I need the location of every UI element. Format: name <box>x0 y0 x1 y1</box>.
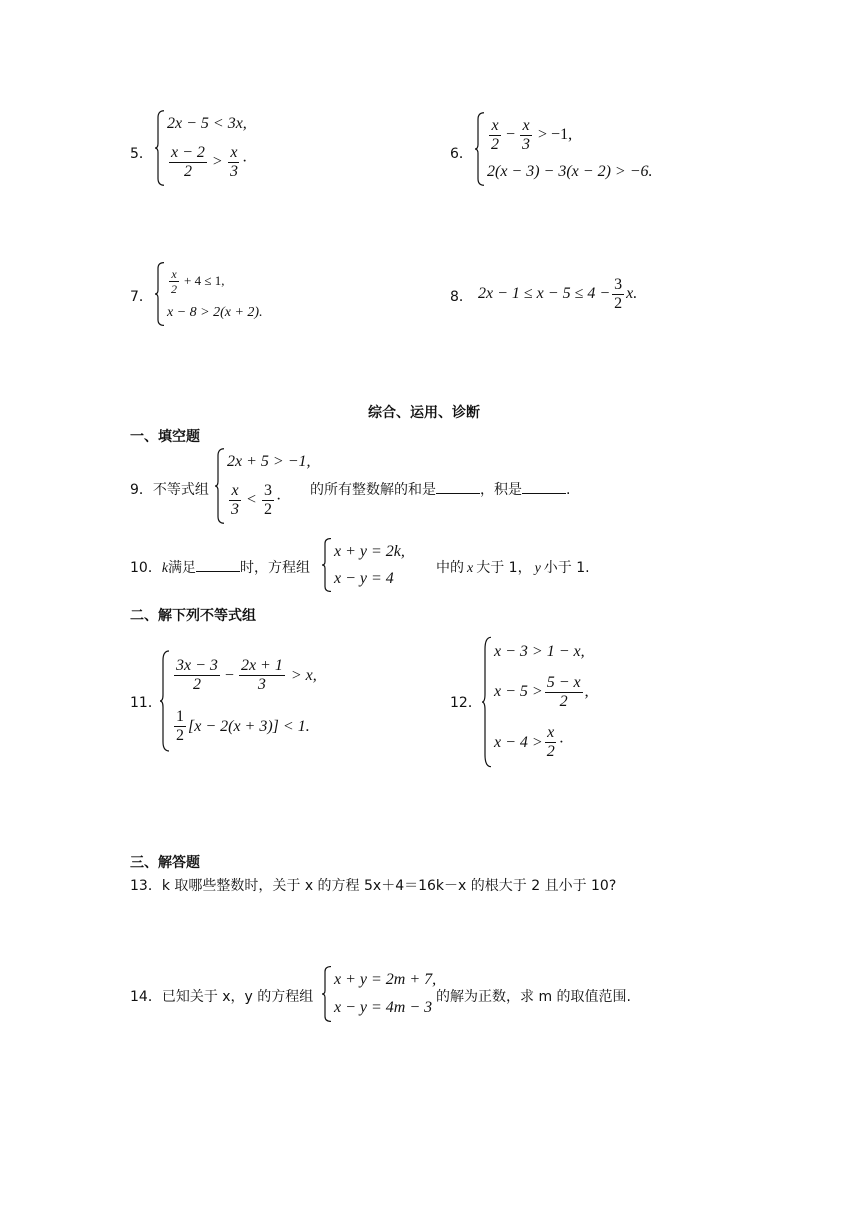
p6-frac1-den: 2 <box>491 135 499 153</box>
problem-8-expression <box>478 272 637 316</box>
problem-8-label: 8． <box>450 289 473 305</box>
problem-6-label: 6． <box>450 146 473 162</box>
brace-icon <box>160 650 170 752</box>
problem-5-system <box>155 110 247 186</box>
brace-icon <box>475 112 485 186</box>
p8-frac-num: 3 <box>614 275 623 293</box>
problem-10-system <box>322 538 405 592</box>
p10-x: x <box>467 561 474 576</box>
p5-end: · <box>241 153 248 171</box>
p5-frac1-den: 2 <box>183 162 192 180</box>
p9-text-a: 的所有整数解的和是 <box>310 482 436 498</box>
p6-frac1-num: x <box>491 116 499 134</box>
p9-frac1-num: x <box>231 481 239 499</box>
p6-line2: 2(x − 3) − 3(x − 2) > −6. <box>487 163 653 181</box>
brace-icon <box>155 262 165 326</box>
problem-11-system <box>160 650 317 752</box>
p6-minus: − <box>506 126 516 144</box>
p10-y: y <box>534 561 541 576</box>
p14-line2: x − y = 4m − 3 <box>334 999 433 1016</box>
p11-frac2-num: 2x + 1 <box>240 657 283 674</box>
part1-heading: 一、填空题 <box>130 429 200 445</box>
p8-expr: 2x − 1 ≤ x − 5 ≤ 4 − <box>478 285 611 302</box>
problem-14-system <box>322 966 436 1022</box>
p11-frac1-den: 2 <box>192 676 201 693</box>
p12-line2b: , <box>584 683 589 701</box>
problem-6-system <box>475 112 653 186</box>
p5-line1: 2x − 5 < 3x, <box>167 115 247 133</box>
p11-frac3-den: 2 <box>176 727 184 744</box>
problem-14-label: 14．已知关于 x，y 的方程组 <box>130 989 314 1005</box>
brace-icon <box>322 966 332 1022</box>
p9-lt: < <box>247 491 257 509</box>
p10-line1: x + y = 2k, <box>334 542 405 560</box>
problem-12-label: 12． <box>450 695 482 711</box>
problem-13-text: 13．k 取哪些整数时，关于 x 的方程 5x＋4＝16k－x 的根大于 2 且小于 10? <box>130 878 617 894</box>
problem-9-system <box>215 448 311 524</box>
p9-line1: 2x + 5 > −1, <box>227 453 311 471</box>
p11-frac3-num: 1 <box>176 708 184 725</box>
p6-tail: > −1, <box>538 126 573 144</box>
p8-frac-den: 2 <box>614 294 623 312</box>
p10-text-d: 大于 1， <box>476 560 532 576</box>
problem-9-label: 9．不等式组 <box>130 482 209 498</box>
p12-frac2-num: x <box>547 724 555 742</box>
problem-10-text <box>130 557 310 577</box>
p10-line2: x − y = 4 <box>334 569 394 587</box>
problem-14-text: 的解为正数，求 m 的取值范围. <box>436 989 631 1005</box>
p9-frac2-den: 2 <box>264 500 273 518</box>
p8-tail: x. <box>626 285 638 302</box>
brace-icon <box>322 538 332 592</box>
p12-line2a: x − 5 > <box>494 683 543 701</box>
problem-9-text <box>310 479 570 499</box>
p9-blank-product[interactable] <box>522 479 566 494</box>
p14-line1: x + y = 2m + 7, <box>334 971 437 988</box>
p10-label: 10． <box>130 560 162 576</box>
problem-10-tail <box>436 557 590 577</box>
p12-frac2-den: 2 <box>546 743 555 761</box>
p11-minus: − <box>224 666 234 684</box>
p5-gt: > <box>212 153 222 171</box>
p9-text-b: ，积是 <box>480 482 522 498</box>
p6-frac2-num: x <box>522 116 530 134</box>
p11-frac2-den: 3 <box>257 676 266 693</box>
p9-end: · <box>276 491 282 509</box>
p10-text-a: 满足 <box>168 560 197 576</box>
p12-frac1-num: 5 − x <box>546 673 581 691</box>
p9-blank-sum[interactable] <box>436 479 480 494</box>
p10-text-c: 中的 <box>436 560 464 576</box>
problem-12-system <box>482 636 589 768</box>
p10-k: k <box>161 561 169 576</box>
p12-line3b: · <box>558 733 565 751</box>
p9-frac2-num: 3 <box>264 481 273 499</box>
part2-heading: 二、解下列不等式组 <box>130 608 256 624</box>
p7-frac-den: 2 <box>171 281 177 296</box>
p11-line2: [x − 2(x + 3)] < 1. <box>188 717 310 735</box>
p12-frac1-den: 2 <box>559 692 568 710</box>
p12-line3a: x − 4 > <box>494 733 543 751</box>
problem-7-system <box>155 262 263 326</box>
problem-5-label: 5． <box>130 146 153 162</box>
p12-line1: x − 3 > 1 − x, <box>494 642 585 660</box>
problem-11-label: 11． <box>130 695 162 711</box>
p11-tail: > x, <box>290 666 317 684</box>
brace-icon <box>155 110 165 186</box>
p6-frac2-den: 3 <box>522 135 531 153</box>
p9-text-c: . <box>566 482 571 498</box>
p5-frac1-num: x − 2 <box>171 143 205 161</box>
p7-tail: + 4 ≤ 1, <box>184 273 225 289</box>
part3-heading: 三、解答题 <box>130 855 200 871</box>
p11-frac1-num: 3x − 3 <box>176 657 218 674</box>
brace-icon <box>482 636 492 768</box>
section-title: 综合、运用、诊断 <box>368 405 480 421</box>
brace-icon <box>215 448 225 524</box>
p10-text-e: 小于 1. <box>543 560 590 576</box>
p10-text-b: 时，方程组 <box>240 560 311 576</box>
p7-frac-num: x <box>171 266 177 281</box>
p5-frac2-num: x <box>230 143 238 161</box>
p10-blank[interactable] <box>196 557 240 572</box>
p5-frac2-den: 3 <box>229 162 238 180</box>
problem-7-label: 7． <box>130 289 153 305</box>
p7-line2: x − 8 > 2(x + 2). <box>167 305 263 321</box>
p9-frac1-den: 3 <box>231 500 239 518</box>
